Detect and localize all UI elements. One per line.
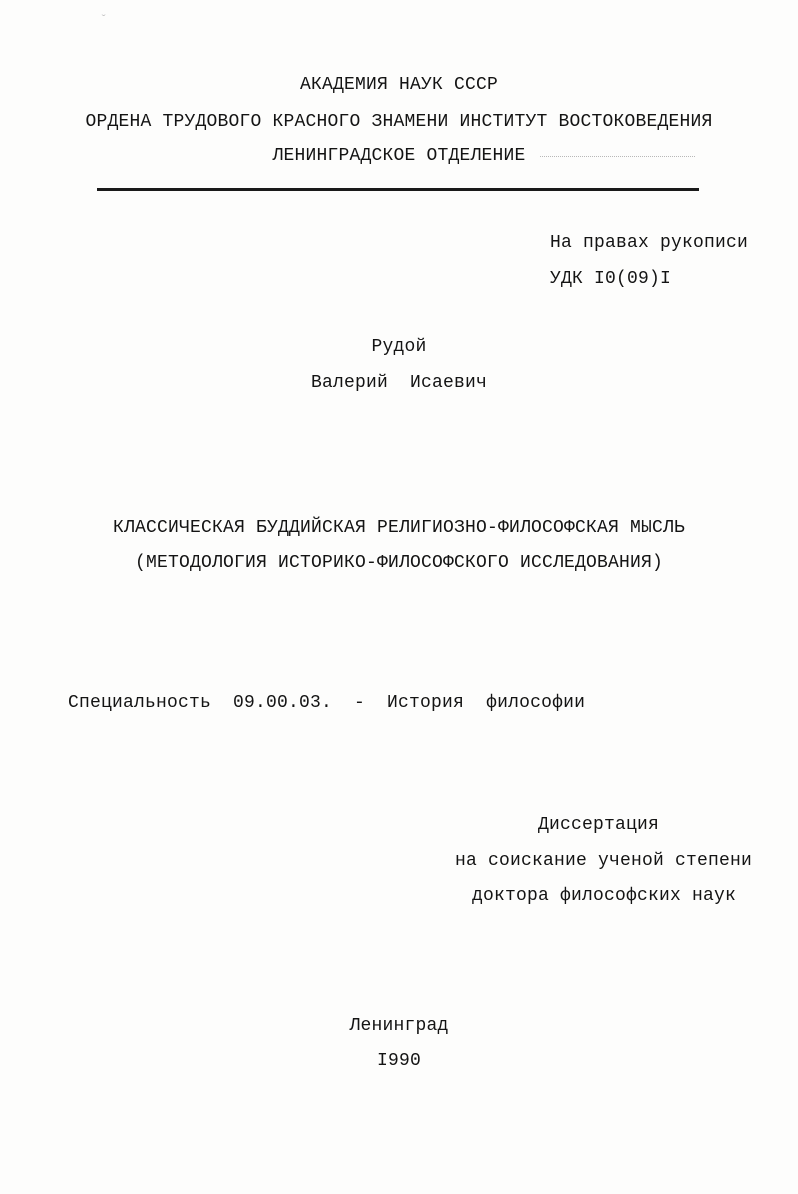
scan-speckle [540,156,695,157]
author-surname: Рудой [371,337,427,357]
header-divider [97,188,699,191]
header-branch: ЛЕНИНГРАДСКОЕ ОТДЕЛЕНИЕ [272,146,526,166]
footer-city: Ленинград [349,1016,449,1036]
author-given-names: Валерий Исаевич [310,373,488,393]
stray-pen-mark: ˇ [100,13,108,27]
header-academy: АКАДЕМИЯ НАУК СССР [299,75,499,95]
header-institute: ОРДЕНА ТРУДОВОГО КРАСНОГО ЗНАМЕНИ ИНСТИТУТ ВОСТОКОВЕДЕНИЯ [85,112,713,132]
dissertation-field-line: доктора философских наук [472,886,737,906]
manuscript-rights: На правах рукописи [550,233,749,253]
thesis-title-line-2: (МЕТОДОЛОГИЯ ИСТОРИКО-ФИЛОСОФСКОГО ИССЛЕДОВАНИЯ) [134,553,664,573]
dissertation-degree-line: на соискание ученой степени [455,851,753,871]
thesis-title-line-1: КЛАССИЧЕСКАЯ БУДДИЙСКАЯ РЕЛИГИОЗНО-ФИЛОСОФСКАЯ МЫСЛЬ [112,518,686,538]
specialty-line: Специальность 09.00.03. - История философии [68,693,586,713]
udc-code: УДК I0(09)I [550,269,672,289]
footer-year: I990 [376,1051,421,1071]
dissertation-label: Диссертация [538,815,660,835]
